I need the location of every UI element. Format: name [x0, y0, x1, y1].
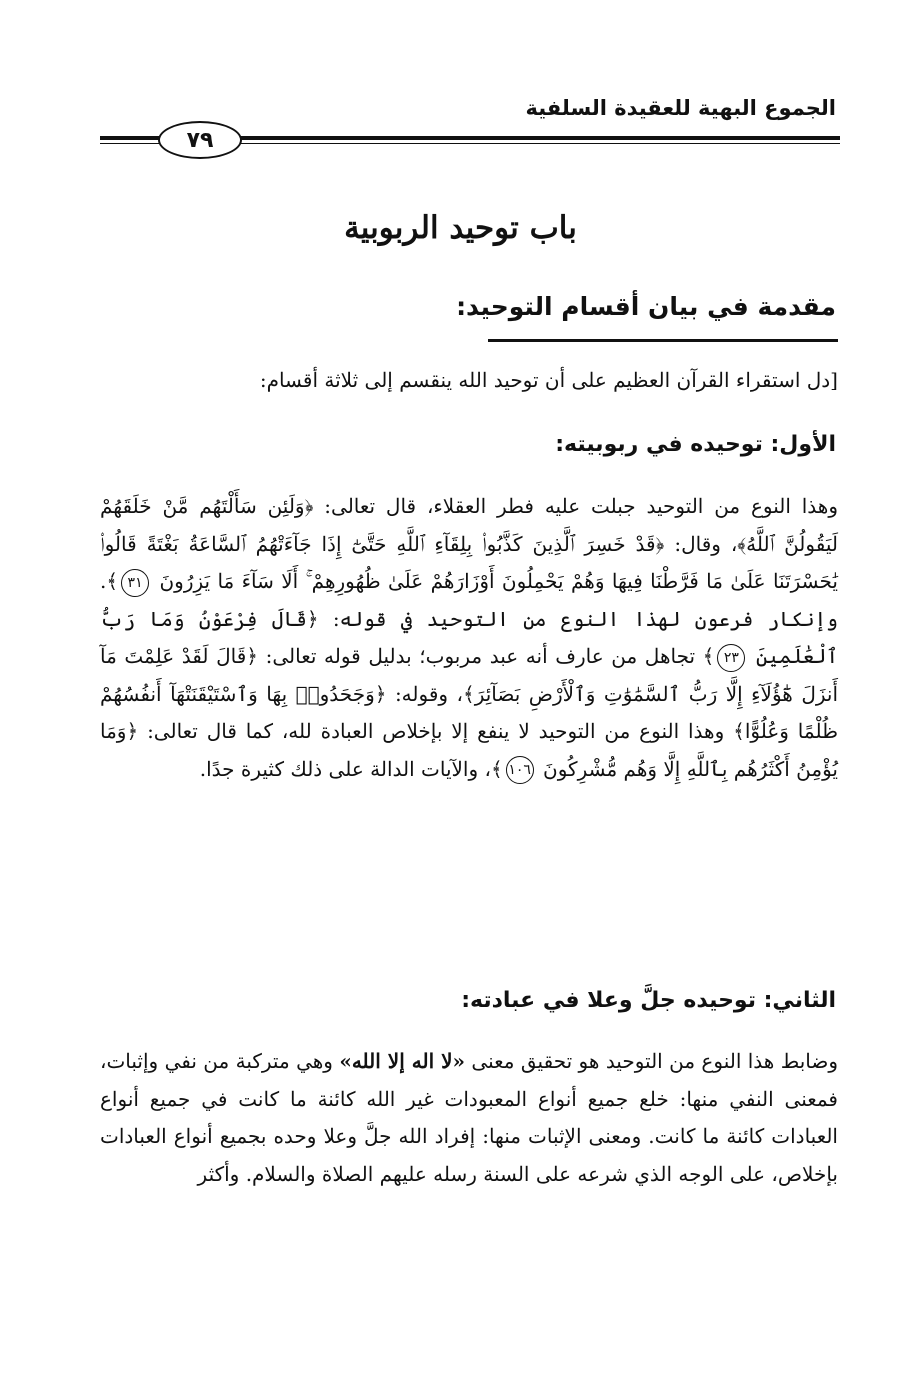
section-title: مقدمة في بيان أقسام التوحيد:	[456, 292, 836, 321]
quran-quote: ﴿قَالَ فِرْعَوْنُ وَمَا رَبُّ ٱلْعَٰلَمِينَ	[100, 606, 839, 668]
second-paragraph	[100, 1043, 838, 1193]
text-run: تجاهل من عارف أنه عبد مربوب؛ بدليل قوله تعالى:	[265, 644, 696, 668]
quran-quote: ﴿وَجَحَدُوا۟ بِهَا وَٱسْتَيْقَنَتْهَآ أَنفُسُهُمْ ظُلْمًا وَعُلُوًّا﴾	[100, 681, 839, 743]
text-run: ، والآيات الدالة على ذلك كثيرة جدًا.	[199, 756, 491, 781]
intro-paragraph: [دل استقراء القرآن العظيم على أن توحيد الله ينقسم إلى ثلاثة أقسام:	[259, 368, 838, 392]
text-run: ، وقال:	[674, 531, 738, 556]
verse-number-mark: ١٠٦	[506, 756, 534, 784]
text-run: وهي متركبة من نفي وإثبات، فمعنى النفي منها: خلع جميع أنواع المعبودات غير الله كائنة ما كانت في جميع أنواع العبادات كائنة ما كانت. ومعنى الإثبات منها: إفراد الله جلَّ وعلا وحده بجميع أنواع العبادات بإخلاص، على الوجه الذي شرعه على السنة رسله عليهم الصلاة والسلام. وأكثر	[100, 1049, 838, 1186]
quran-quote: ﴿وَمَا يُؤْمِنُ أَكْثَرُهُم بِٱللَّهِ إِلَّا وَهُم مُّشْرِكُونَ	[100, 719, 838, 781]
chapter-title: باب توحيد الربوبية	[344, 210, 577, 246]
quran-quote-close: ﴾	[490, 756, 503, 781]
section-underline	[488, 339, 838, 342]
quran-quote: ﴿قَالَ لَقَدْ عَلِمْتَ مَآ أَنزَلَ هَٰٓؤُلَآءِ إِلَّا رَبُّ ٱلسَّمَٰوَٰتِ وَٱلْأَرْضِ بَصَآئِرَ﴾	[100, 644, 839, 706]
text-run: . وإنكار فرعون لهذا النوع من التوحيد في قوله:	[100, 569, 838, 631]
quran-quote-close: ﴾	[702, 644, 715, 668]
quran-quote-close: ﴾	[106, 569, 119, 593]
text-run: وهذا النوع من التوحيد لا ينفع إلا بإخلاص العبادة لله، كما قال تعالى:	[147, 719, 725, 743]
text-run: وهذا النوع من التوحيد جبلت عليه فطر العقلاء، قال تعالى:	[324, 494, 839, 518]
verse-number-mark: ٣١	[121, 569, 149, 597]
quran-quote: ﴿وَلَئِن سَأَلْتَهُم مَّنْ خَلَقَهُمْ لَيَقُولُنَّ ٱللَّهُ﴾	[100, 494, 838, 556]
second-heading: الثاني: توحيده جلَّ وعلا في عبادته:	[461, 988, 836, 1013]
text-run: ، وقوله:	[394, 681, 463, 706]
running-title: الجموع البهية للعقيدة السلفية	[525, 96, 836, 120]
page-number: ٧٩	[158, 121, 242, 159]
first-heading: الأول: توحيده في ربوبيته:	[555, 432, 836, 457]
text-run: وضابط هذا النوع من التوحيد هو تحقيق معنى	[471, 1049, 839, 1073]
first-paragraph	[100, 488, 838, 788]
quran-quote: ﴿قَدْ خَسِرَ ٱلَّذِينَ كَذَّبُوا۟ بِلِقَآءِ ٱللَّهِ حَتَّىٰٓ إِذَا جَآءَتْهُمُ ٱلسَّاعَةُ بَغْتَةً قَالُوا۟ يَٰحَسْرَتَنَا عَلَىٰ مَا فَرَّطْنَا فِيهَا وَهُمْ يَحْمِلُونَ أَوْزَارَهُمْ عَلَىٰ ظُهُورِهِمْ ۚ أَلَا سَآءَ مَا يَزِرُونَ	[100, 531, 839, 593]
verse-number-mark: ٢٣	[717, 644, 745, 672]
kalima-quote: «لا اله إلا الله»	[339, 1049, 466, 1073]
